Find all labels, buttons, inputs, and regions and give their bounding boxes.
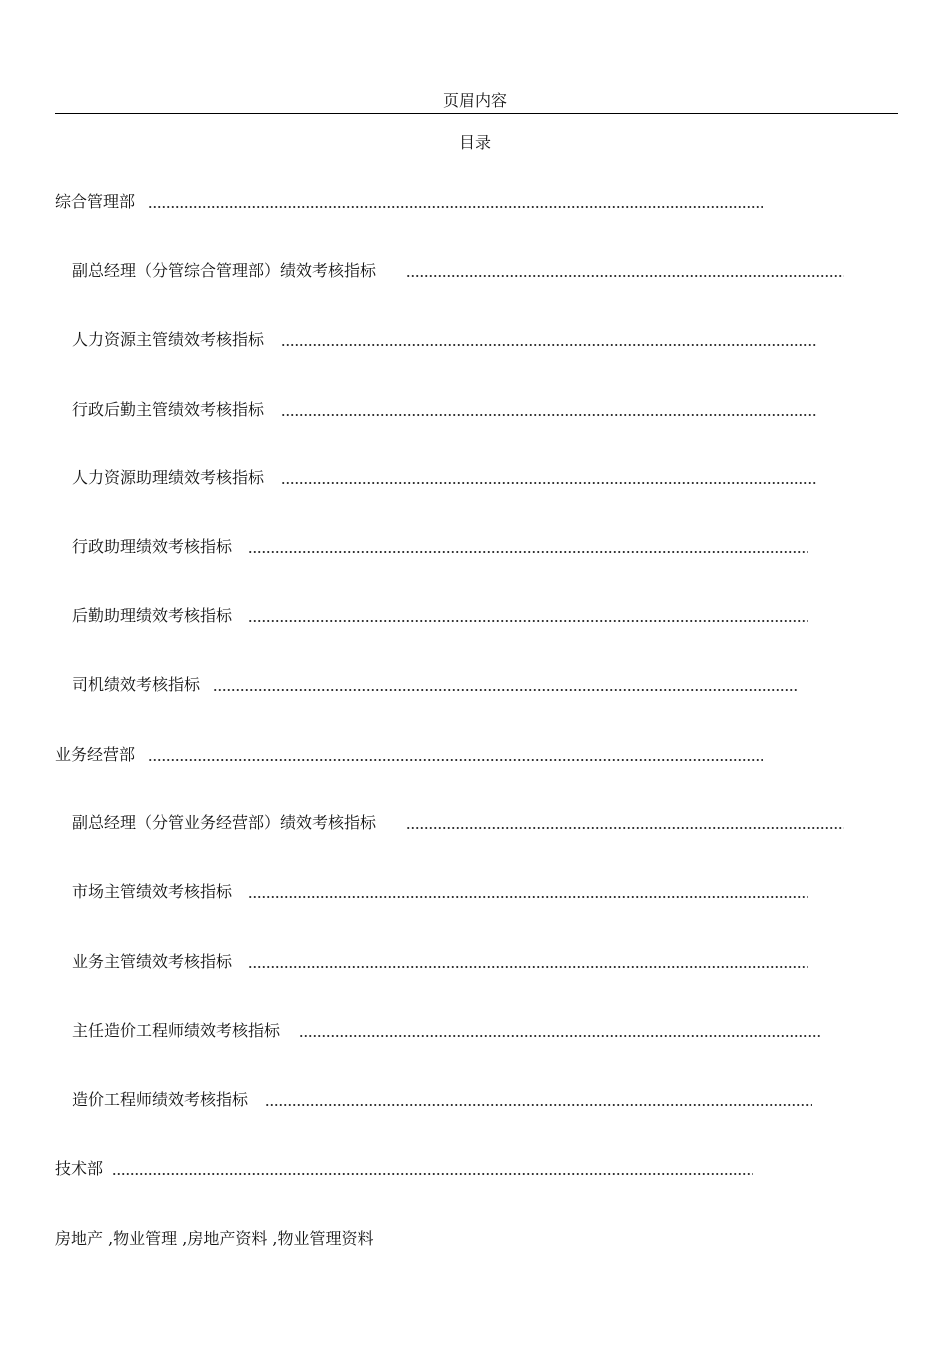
toc-entry-label: 人力资源助理绩效考核指标: [72, 467, 265, 487]
toc-leader-dots: [281, 464, 817, 488]
toc-entry[interactable]: [72, 948, 808, 972]
toc-entry[interactable]: [72, 257, 844, 281]
toc-leader-dots: [213, 671, 799, 695]
toc-leader-dots: [248, 602, 808, 626]
toc-entry[interactable]: [72, 464, 817, 488]
toc-entry[interactable]: [72, 396, 817, 420]
toc-leader-dots: [248, 533, 808, 557]
toc-leader-dots: [281, 326, 817, 350]
toc-entry-label: 造价工程师绩效考核指标: [72, 1089, 249, 1109]
toc-entry-label: 后勤助理绩效考核指标: [72, 605, 233, 625]
toc-entry-label: 市场主管绩效考核指标: [72, 881, 233, 901]
toc-entry[interactable]: [72, 326, 817, 350]
page-header: 页眉内容: [442, 91, 507, 110]
toc-entry[interactable]: [72, 602, 808, 626]
toc-leader-dots: [299, 1017, 820, 1041]
toc-leader-dots: [281, 396, 817, 420]
toc-entry[interactable]: [72, 1017, 820, 1041]
toc-entry-label: 业务主管绩效考核指标: [72, 951, 233, 971]
header-divider: [55, 113, 898, 114]
toc-leader-dots: [248, 878, 808, 902]
toc-leader-dots: [265, 1086, 812, 1110]
toc-entry-label: 人力资源主管绩效考核指标: [72, 329, 265, 349]
toc-entry-label: 副总经理（分管业务经营部）绩效考核指标: [72, 812, 377, 832]
toc-entry-section[interactable]: [55, 741, 763, 765]
toc-entry[interactable]: [72, 878, 808, 902]
toc-entry-label: 综合管理部: [55, 191, 136, 211]
toc-entry-section[interactable]: [55, 188, 763, 212]
toc-entry-label: 行政助理绩效考核指标: [72, 536, 233, 556]
toc-entry-label: 业务经营部: [55, 744, 136, 764]
toc-entry-label: 行政后勤主管绩效考核指标: [72, 399, 265, 419]
toc-leader-dots: [248, 948, 808, 972]
toc-entry[interactable]: [72, 671, 799, 695]
footer-keywords: 房地产 ,物业管理 ,房地产资料 ,物业管理资料: [55, 1229, 374, 1248]
toc-entry[interactable]: [72, 809, 844, 833]
toc-leader-dots: [148, 741, 763, 765]
toc-entry-label: 主任造价工程师绩效考核指标: [72, 1020, 281, 1040]
toc-entry[interactable]: [72, 1086, 812, 1110]
toc-leader-dots: [406, 809, 844, 833]
toc-entry-label: 技术部: [55, 1158, 104, 1178]
toc-entry-label: 司机绩效考核指标: [72, 674, 201, 694]
toc-title: 目录: [458, 133, 491, 152]
toc-leader-dots: [112, 1155, 753, 1179]
toc-entry[interactable]: [72, 533, 808, 557]
toc-entry-section[interactable]: [55, 1155, 753, 1179]
toc-leader-dots: [148, 188, 763, 212]
toc-entry-label: 副总经理（分管综合管理部）绩效考核指标: [72, 260, 377, 280]
toc-leader-dots: [406, 257, 844, 281]
